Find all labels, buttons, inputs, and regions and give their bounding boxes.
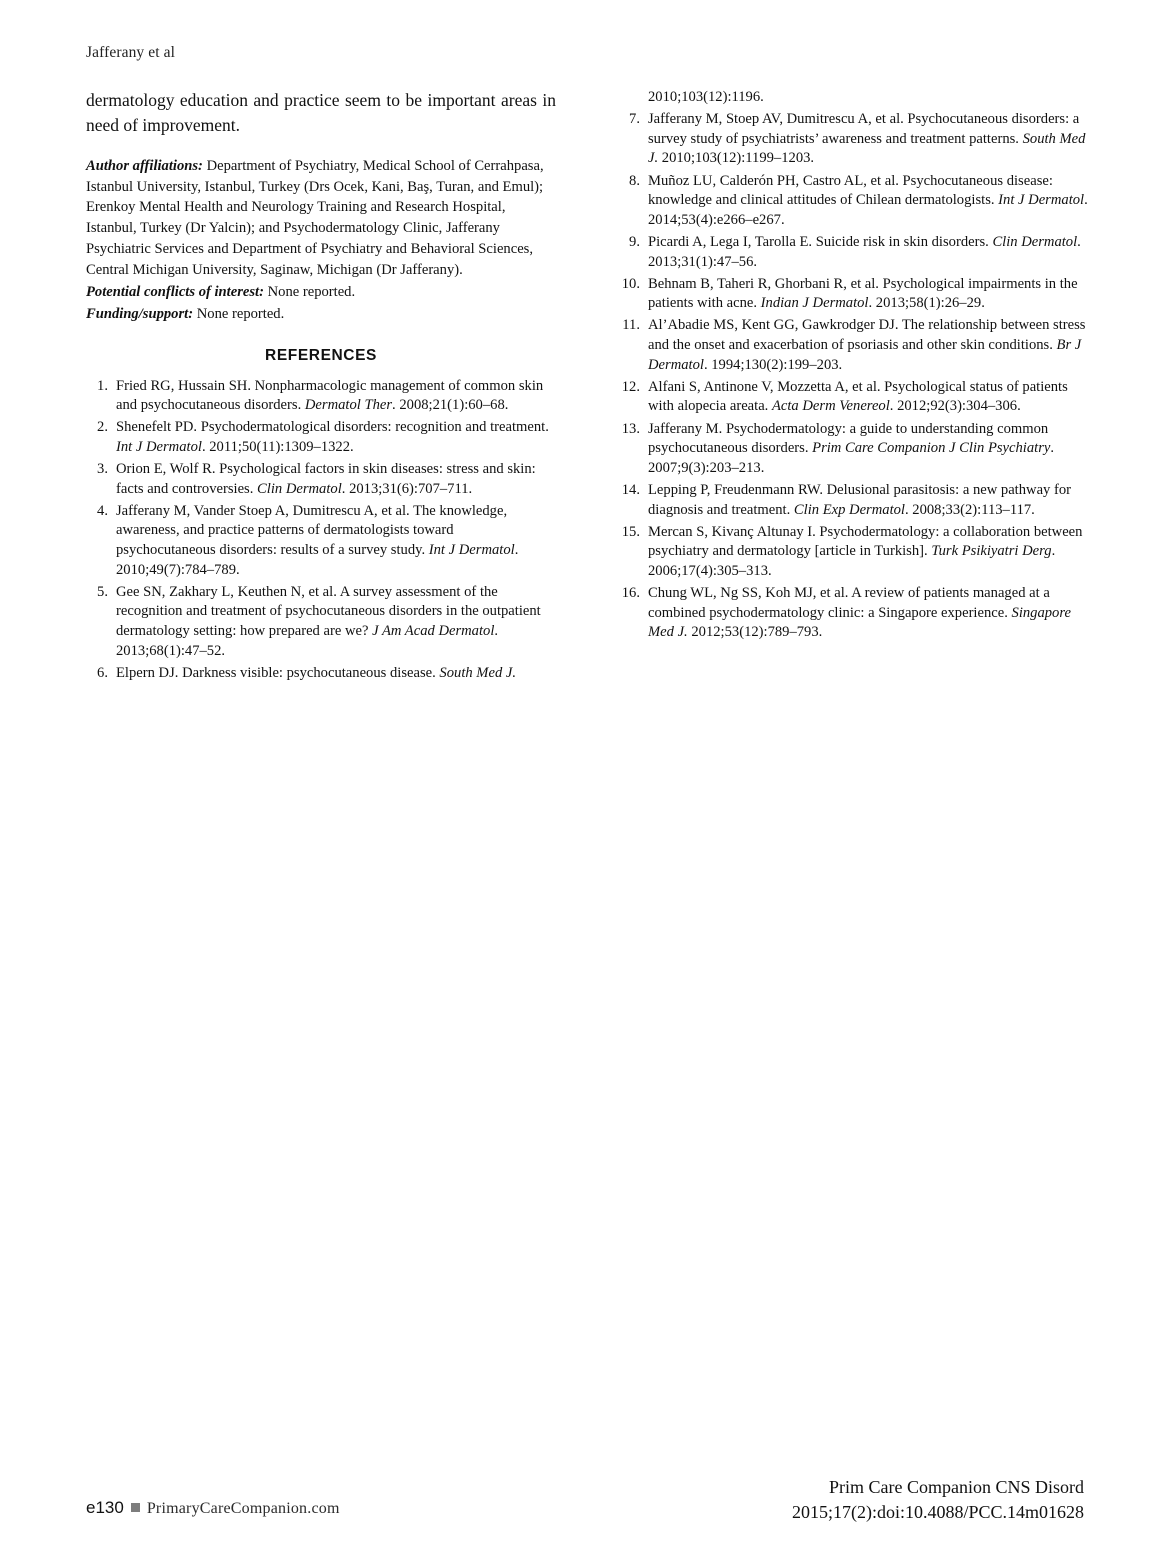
reference-text: Picardi A, Lega I, Tarolla E. Suicide risk in skin disorders.	[648, 233, 993, 250]
references-heading: REFERENCES	[265, 346, 377, 364]
reference-journal: J Am Acad Dermatol	[372, 623, 495, 640]
reference-citation: . 2006;17(4):305–313.	[648, 543, 1056, 579]
reference-journal: Int J Dermatol	[428, 542, 515, 559]
site-name[interactable]: PrimaryCareCompanion.com	[146, 1500, 340, 1517]
reference-citation: . 2008;21(1):60–68.	[392, 397, 509, 414]
reference-journal: Int J Dermatol	[998, 192, 1085, 209]
reference-text: Gee SN, Zakhary L, Keuthen N, et al. A survey assessment of the recognition and treatment of psychocutaneous disorders in the outpatient dermatology setting: how prepared are we?	[116, 583, 541, 640]
reference-item	[86, 460, 556, 499]
reference-item	[618, 481, 1088, 520]
reference-journal: Indian J Dermatol	[760, 295, 869, 312]
square-mark-icon	[131, 1503, 140, 1512]
reference-item	[86, 502, 556, 581]
reference-text: Elpern DJ. Darkness visible: psychocutaneous disease.	[116, 664, 440, 681]
reference-citation: . 2013;68(1):47–52.	[116, 623, 499, 659]
reference-item	[618, 275, 1088, 314]
reference-text: Al’Abadie MS, Kent GG, Gawkrodger DJ. The relationship between stress and the onset and exacerbation of psoriasis and other skin conditions.	[648, 317, 1086, 353]
reference-citation: . 2014;53(4):e266–e267.	[648, 192, 1088, 228]
funding-paragraph	[86, 304, 556, 325]
right-column	[618, 88, 1088, 645]
footer-right	[792, 1475, 1084, 1524]
reference-journal: Singapore Med J.	[648, 604, 1071, 641]
reference-text: Alfani S, Antinone V, Mozzetta A, et al. Psychological status of patients with alopecia areata.	[648, 378, 1068, 415]
reference-item	[86, 377, 556, 416]
reference-journal: Clin Dermatol	[992, 233, 1078, 250]
reference-text: Mercan S, Kivanç Altunay I. Psychodermatology: a collaboration between psychiatry and dermatology [article in Turkish].	[648, 523, 1083, 560]
reference-list-right	[618, 110, 1088, 643]
reference-journal: South Med J.	[439, 664, 517, 681]
affiliations-label: Author affiliations:	[86, 157, 203, 174]
footer-left	[86, 1498, 340, 1518]
running-head: Jafferany et al	[86, 44, 175, 61]
reference-item	[86, 418, 556, 457]
journal-title: Prim Care Companion CNS Disord	[829, 1477, 1084, 1498]
reference-citation: 2012;53(12):789–793.	[687, 624, 823, 641]
reference-text: Orion E, Wolf R. Psychological factors in skin diseases: stress and skin: facts and controversies.	[116, 461, 536, 497]
reference-journal: Prim Care Companion J Clin Psychiatry	[812, 440, 1051, 457]
reference-continuation: 2010;103(12):1196.	[648, 89, 764, 105]
reference-item	[618, 584, 1088, 643]
reference-item	[618, 420, 1088, 479]
reference-citation: . 2008;33(2):113–117.	[904, 501, 1035, 518]
reference-text: Jafferany M, Stoep AV, Dumitrescu A, et al. Psychocutaneous disorders: a survey study of psychiatrists’ awareness and treatment patterns.	[648, 111, 1080, 147]
reference-text: Lepping P, Freudenmann RW. Delusional parasitosis: a new pathway for diagnosis and treatment.	[648, 481, 1072, 518]
reference-journal: Dermatol Ther	[304, 397, 393, 414]
reference-item	[618, 316, 1088, 375]
reference-text: Behnam B, Taheri R, Ghorbani R, et al. Psychological impairments in the patients with acne.	[648, 275, 1078, 312]
affiliations-paragraph	[86, 156, 556, 281]
reference-journal: Clin Dermatol	[257, 480, 342, 497]
journal-doi: 2015;17(2):doi:10.4088/PCC.14m01628	[791, 1501, 1084, 1522]
left-column	[86, 88, 556, 686]
reference-journal: Acta Derm Venereol	[771, 398, 890, 415]
reference-item	[618, 172, 1088, 231]
reference-citation: . 2007;9(3):203–213.	[648, 440, 1055, 476]
page-folio: e130	[86, 1498, 124, 1517]
conflicts-label: Potential conflicts of interest:	[86, 283, 264, 300]
reference-text: Jafferany M, Vander Stoep A, Dumitrescu A, et al. The knowledge, awareness, and practice patterns of dermatologists toward psychocutaneous disorders: results of a survey study.	[116, 502, 508, 559]
reference-text: Muñoz LU, Calderón PH, Castro AL, et al. Psychocutaneous disease: knowledge and clinical attitudes of Chilean dermatologists.	[648, 172, 1053, 209]
reference-citation: . 1994;130(2):199–203.	[703, 356, 843, 373]
reference-item	[618, 378, 1088, 417]
reference-citation: . 2011;50(11):1309–1322.	[201, 438, 354, 455]
reference-journal: Clin Exp Dermatol	[793, 501, 905, 518]
reference-item	[618, 233, 1088, 272]
reference-journal: Turk Psikiyatri Derg	[931, 543, 1052, 560]
conflicts-paragraph	[86, 282, 556, 303]
reference-item	[618, 110, 1088, 169]
reference-item	[86, 583, 556, 662]
reference-text: Jafferany M. Psychodermatology: a guide to understanding common psychocutaneous disorders.	[648, 420, 1049, 457]
affiliations-text: Department of Psychiatry, Medical School of Cerrahpasa, Istanbul University, Istanbul, Turkey (Drs Ocek, Kani, Baş, Turan, and Emul); Erenkoy Mental Health and Neurology Training and Research Hospital, Istanbul, Turkey (Dr Yalcin); and Psychodermatology Clinic, Jafferany Psychiatric Services and Department of Psychiatry and Behavioral Sciences, Central Michigan University, Saginaw, Michigan (Dr Jafferany).	[86, 157, 544, 278]
reference-text: Shenefelt PD. Psychodermatological disorders: recognition and treatment.	[116, 419, 549, 436]
funding-text: None reported.	[193, 305, 285, 322]
reference-citation: . 2013;58(1):26–29.	[868, 295, 985, 312]
reference-citation: 2010;103(12):1199–1203.	[658, 150, 815, 167]
lead-paragraph: dermatology education and practice seem to be important areas in need of improvement.	[86, 90, 556, 135]
reference-list-left	[86, 377, 556, 684]
reference-journal: Int J Dermatol	[116, 438, 202, 455]
reference-citation: . 2012;92(3):304–306.	[889, 398, 1021, 415]
reference-journal: Br J Dermatol	[648, 337, 1082, 373]
reference-citation: . 2013;31(6):707–711.	[341, 480, 473, 497]
conflicts-text: None reported.	[263, 283, 356, 300]
reference-citation: . 2010;49(7):784–789.	[116, 542, 519, 578]
reference-text: Chung WL, Ng SS, Koh MJ, et al. A review of patients managed at a combined psychodermatology clinic: a Singapore experience.	[648, 585, 1050, 621]
reference-item	[618, 523, 1088, 582]
author-affiliations	[86, 156, 556, 325]
funding-label: Funding/support:	[86, 305, 194, 322]
reference-citation: . 2013;31(1):47–56.	[648, 233, 1081, 270]
reference-journal: South Med J.	[648, 130, 1086, 167]
reference-text: Fried RG, Hussain SH. Nonpharmacologic management of common skin and psychocutaneous disorders.	[116, 377, 544, 414]
reference-item	[86, 664, 556, 684]
